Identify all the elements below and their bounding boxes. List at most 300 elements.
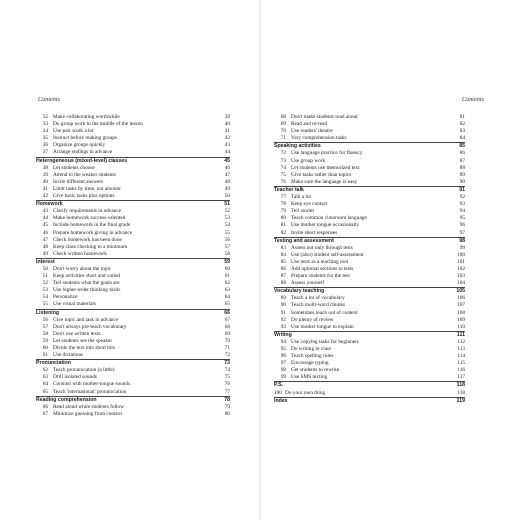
entry-title: Do plenty of review: [291, 316, 334, 323]
entry-number: 43: [42, 208, 48, 215]
page-number: 118: [456, 382, 465, 389]
entry-title: Use higher-order thinking skills: [53, 287, 121, 294]
entry-number: 91: [280, 309, 286, 316]
page-number: 78: [224, 396, 230, 403]
page-number: 74: [224, 367, 230, 374]
page-number: 107: [457, 302, 465, 309]
entry-number: 53: [42, 287, 48, 294]
entry-title: Check written homework: [53, 250, 107, 257]
toc-entry: [36, 149, 230, 156]
page-number: 81: [459, 114, 465, 120]
entry-title: Teach common classroom language: [291, 215, 367, 222]
page-number: 114: [457, 353, 465, 360]
entry-title: Drill isolated sounds: [53, 374, 97, 381]
entry-title: Sometimes teach out of context: [291, 309, 358, 316]
page-number: 117: [457, 374, 465, 381]
entry-number: 49: [42, 250, 48, 257]
page-number: 67: [224, 316, 230, 323]
entry-title: Make collaborating worthwhile: [53, 114, 120, 120]
toc-entry: [274, 128, 465, 135]
page-number: 95: [459, 215, 465, 222]
toc-list: [274, 114, 465, 405]
toc-entry: [274, 179, 465, 186]
entry-number: 57: [42, 323, 48, 330]
entry-title: Prepare students for the test: [291, 273, 350, 280]
entry-title: Teach multi-word chunks: [291, 302, 346, 309]
page-number: 88: [459, 164, 465, 171]
page-number: 108: [457, 309, 465, 316]
toc-entry: [36, 287, 230, 294]
entry-title: Do your own thing: [285, 389, 326, 396]
section-title: Writing: [274, 331, 292, 338]
toc-section-heading: [274, 142, 465, 150]
toc-section-heading: [274, 381, 465, 389]
page-number: 48: [224, 178, 230, 185]
entry-title: Make homework success-oriented: [53, 215, 126, 222]
toc-entry: [36, 215, 230, 222]
page-number: 64: [224, 294, 230, 301]
entry-title: Invite different answers: [53, 178, 104, 185]
entry-title: Let students see the speaker: [53, 337, 113, 344]
entry-number: 95: [280, 346, 286, 352]
page-number: 59: [224, 258, 230, 265]
entry-title: Add optional sections to tests: [291, 265, 354, 272]
entry-number: 92: [280, 316, 286, 323]
entry-title: Read and re-read: [291, 121, 328, 128]
toc-entry: [274, 259, 465, 266]
page-number: 73: [224, 360, 230, 367]
toc-entry: [36, 121, 230, 128]
entry-title: Use dictations: [53, 352, 84, 359]
entry-title: Don't use written texts: [53, 330, 101, 337]
running-head: Contents: [461, 96, 484, 103]
entry-number: 55: [42, 301, 48, 308]
entry-number: 45: [42, 222, 48, 229]
entry-number: 32: [42, 114, 48, 120]
page-number: 93: [459, 201, 465, 208]
entry-title: Use SMS texting: [291, 374, 328, 381]
entry-number: 72: [280, 150, 286, 157]
toc-entry: [274, 310, 465, 317]
entry-title: Get students to rewrite: [291, 367, 340, 374]
page-number: 89: [459, 171, 465, 178]
entry-title: Minimize guessing from context: [53, 410, 122, 417]
entry-title: Attend to the weaker students: [53, 171, 116, 178]
entry-number: 76: [280, 178, 286, 185]
toc-entry: [274, 135, 465, 142]
entry-title: Tell stories: [291, 208, 315, 215]
entry-title: Vary comprehension tasks: [291, 135, 347, 142]
toc-entry: [36, 237, 230, 244]
page-number: 84: [459, 135, 465, 142]
page-number: 79: [224, 403, 230, 410]
page-number: 53: [224, 215, 230, 222]
page-number: 105: [456, 288, 465, 295]
toc-section-heading: [36, 309, 230, 317]
entry-title: Use tests as a teaching tool: [291, 258, 349, 265]
entry-title: Use visual materials: [53, 301, 96, 308]
toc-entry: [36, 179, 230, 186]
entry-number: 36: [42, 142, 48, 149]
page-number: 68: [224, 323, 230, 330]
page-number: 112: [457, 338, 465, 345]
toc-section-heading: [36, 157, 230, 165]
page-number: 55: [224, 229, 230, 236]
entry-number: 80: [280, 215, 286, 222]
toc-entry: [36, 251, 230, 258]
entry-number: 96: [280, 353, 286, 360]
entry-number: 82: [280, 229, 286, 236]
entry-title: Use copying tasks for beginners: [291, 338, 359, 345]
toc-entry: [36, 230, 230, 237]
entry-number: 35: [42, 135, 48, 142]
toc-entry: [274, 208, 465, 215]
section-title: Homework: [36, 201, 63, 208]
entry-title: Limit tasks by time, not amount: [53, 185, 121, 192]
entry-number: 63: [42, 374, 48, 381]
toc-entry: [274, 374, 465, 381]
toc-section-heading: [36, 359, 230, 367]
toc-entry: [36, 165, 230, 172]
toc-entry: [36, 186, 230, 193]
entry-title: Use mother tongue occasionally: [291, 222, 360, 229]
page-number: 52: [224, 208, 230, 215]
page-number: 100: [457, 251, 465, 258]
entry-title: Teach spelling rules: [291, 353, 334, 360]
entry-number: 66: [42, 403, 48, 410]
toc-entry: [36, 280, 230, 287]
toc-entry: [36, 301, 230, 308]
page-number: 51: [224, 201, 230, 208]
page-number: 87: [459, 157, 465, 164]
entry-number: 88: [280, 280, 286, 287]
toc-entry: [274, 252, 465, 259]
section-title: Testing and assessment: [274, 237, 334, 244]
toc-section-heading: [36, 200, 230, 208]
page-number: 82: [459, 121, 465, 128]
entry-title: Check homework has been done: [53, 236, 122, 243]
section-title: Vocabulary teaching: [274, 288, 325, 295]
page-number: 94: [459, 208, 465, 215]
page-number: 106: [457, 295, 465, 302]
entry-number: 90: [280, 302, 286, 309]
section-title: Interest: [36, 258, 55, 265]
entry-number: 74: [280, 164, 286, 171]
entry-title: Talk a lot: [291, 194, 311, 201]
toc-section-heading: [274, 237, 465, 245]
toc-entry: [36, 411, 230, 418]
page-number: 92: [459, 194, 465, 201]
toc-entry: [36, 367, 230, 374]
toc-list: [36, 114, 230, 418]
page-number: 60: [224, 265, 230, 272]
entry-title: Contrast with mother-tongue sounds: [53, 381, 131, 388]
entry-number: 75: [280, 171, 286, 178]
page-number: 116: [457, 367, 465, 374]
entry-number: 38: [42, 164, 48, 171]
entry-title: Don't make students read aloud: [291, 114, 358, 120]
toc-section-heading: [36, 258, 230, 266]
toc-entry: [274, 215, 465, 222]
entry-title: Assess not only through tests: [291, 244, 353, 251]
entry-number: 85: [280, 258, 286, 265]
page-number: 63: [224, 287, 230, 294]
entry-title: Give basic tasks plus options: [53, 193, 115, 200]
entry-number: 97: [280, 360, 286, 367]
toc-entry: [36, 324, 230, 331]
entry-number: 58: [42, 330, 48, 337]
page-number: 66: [224, 309, 230, 316]
page-number: 103: [457, 273, 465, 280]
toc-entry: [274, 346, 465, 353]
toc-section-heading: [36, 396, 230, 404]
toc-entry: [274, 302, 465, 309]
page-number: 96: [459, 222, 465, 229]
page-number: 90: [459, 178, 465, 185]
page-number: 70: [224, 337, 230, 344]
page-number: 104: [457, 280, 465, 287]
entry-number: 69: [280, 121, 286, 128]
section-title: Speaking activities: [274, 143, 321, 150]
page-number: 57: [224, 243, 230, 250]
toc-entry: [36, 266, 230, 273]
right-page: [261, 0, 520, 520]
entry-number: 54: [42, 294, 48, 301]
section-title: Heterogeneous (mixed-level) classes: [36, 157, 128, 164]
section-title: Listening: [36, 309, 60, 316]
toc-entry: [36, 294, 230, 301]
entry-title: Instruct before making groups: [53, 135, 117, 142]
toc-entry: [274, 165, 465, 172]
page-number: 39: [224, 114, 230, 120]
page-number: 119: [456, 397, 465, 404]
entry-number: 47: [42, 236, 48, 243]
entry-number: 83: [280, 244, 286, 251]
entry-number: 60: [42, 345, 48, 351]
entry-title: Clarify requirements in advance: [53, 208, 122, 215]
entry-number: 67: [42, 410, 48, 417]
entry-number: 62: [42, 367, 48, 374]
entry-number: 100: [274, 389, 282, 396]
toc-entry: [274, 114, 465, 121]
page-number: 62: [224, 280, 230, 287]
entry-number: 98: [280, 367, 286, 374]
page-number: 42: [224, 135, 230, 142]
toc-entry: [274, 201, 465, 208]
toc-entry: [274, 324, 465, 331]
entry-number: 59: [42, 337, 48, 344]
toc-entry: [36, 338, 230, 345]
running-head: Contents: [38, 96, 61, 103]
toc-entry: [274, 150, 465, 157]
toc-entry: [274, 317, 465, 324]
entry-number: 68: [280, 114, 286, 120]
entry-title: Use group work: [291, 157, 326, 164]
toc-entry: [36, 128, 230, 135]
entry-number: 50: [42, 265, 48, 272]
entry-number: 34: [42, 128, 48, 135]
page-number: 44: [224, 149, 230, 156]
page-number: 50: [224, 193, 230, 200]
entry-title: Assess yourself: [291, 280, 325, 287]
entry-title: Let students choose: [53, 164, 95, 171]
entry-title: Encourage typing: [291, 360, 329, 367]
entry-number: 93: [280, 323, 286, 330]
entry-number: 71: [280, 135, 286, 142]
toc-entry: [274, 121, 465, 128]
page-number: 41: [224, 128, 230, 135]
page-number: 99: [459, 244, 465, 251]
entry-title: Divide the text into short bits: [53, 345, 115, 351]
toc-entry: [36, 404, 230, 411]
page-number: 76: [224, 381, 230, 388]
toc-entry: [36, 222, 230, 229]
entry-number: 94: [280, 338, 286, 345]
entry-number: 78: [280, 201, 286, 208]
toc-entry: [36, 193, 230, 200]
page-number: 101: [457, 258, 465, 265]
entry-number: 61: [42, 352, 48, 359]
toc-entry: [36, 172, 230, 179]
section-title: Reading comprehension: [36, 396, 97, 403]
toc-entry: [36, 273, 230, 280]
page-number: 109: [457, 316, 465, 323]
entry-title: Make sure the language is easy: [291, 178, 358, 185]
page-number: 40: [224, 121, 230, 128]
entry-number: 51: [42, 273, 48, 280]
entry-number: 86: [280, 265, 286, 272]
toc-entry: [274, 158, 465, 165]
entry-number: 70: [280, 128, 286, 135]
toc-entry: [36, 381, 230, 388]
entry-number: 39: [42, 171, 48, 178]
page-number: 98: [459, 237, 465, 244]
page-number: 91: [459, 186, 465, 193]
entry-title: Personalize: [53, 294, 78, 301]
page-number: 118: [457, 389, 465, 396]
toc-entry: [274, 245, 465, 252]
page-number: 83: [459, 128, 465, 135]
toc-entry: [274, 339, 465, 346]
entry-title: Keep activities short and varied: [53, 273, 121, 280]
page-number: 85: [459, 143, 465, 150]
toc-entry: [274, 273, 465, 280]
entry-title: Organize groups quickly: [53, 142, 106, 149]
page-number: 45: [224, 157, 230, 164]
entry-number: 87: [280, 273, 286, 280]
page-number: 80: [224, 410, 230, 417]
entry-title: Prepare homework giving in advance: [53, 229, 133, 236]
entry-number: 84: [280, 251, 286, 258]
page-number: 113: [457, 346, 465, 352]
toc-entry: [36, 208, 230, 215]
section-title: Index: [274, 397, 288, 404]
entry-number: 44: [42, 215, 48, 222]
page-number: 61: [224, 273, 230, 280]
page-number: 72: [224, 352, 230, 359]
page-number: 102: [457, 265, 465, 272]
toc-entry: [274, 172, 465, 179]
toc-entry: [36, 374, 230, 381]
toc-entry: [36, 114, 230, 121]
toc-entry: [274, 222, 465, 229]
section-title: Pronunciation: [36, 360, 71, 367]
entry-number: 99: [280, 374, 286, 381]
entry-title: Include homework in the final grade: [53, 222, 131, 229]
page-number: 47: [224, 171, 230, 178]
entry-title: Use language practice for fluency: [291, 150, 363, 157]
left-page: [0, 0, 259, 520]
toc-entry: [274, 266, 465, 273]
page-number: 56: [224, 236, 230, 243]
entry-title: Don't always pre-teach vocabulary: [53, 323, 127, 330]
entry-number: 33: [42, 121, 48, 128]
toc-entry: [274, 360, 465, 367]
entry-title: Teach a lot of vocabulary: [291, 295, 345, 302]
entry-number: 73: [280, 157, 286, 164]
entry-number: 46: [42, 229, 48, 236]
entry-title: Let students use memorized text: [291, 164, 360, 171]
section-title: Teacher talk: [274, 186, 304, 193]
toc-entry: [274, 230, 465, 237]
entry-title: Use (also) student self-assessment: [291, 251, 364, 258]
toc-entry: [36, 244, 230, 251]
entry-title: Keep eye contact: [291, 201, 328, 208]
entry-number: 81: [280, 222, 286, 229]
toc-entry: [274, 353, 465, 360]
entry-number: 52: [42, 280, 48, 287]
entry-title: Don't worry about the topic: [53, 265, 112, 272]
toc-entry: [274, 280, 465, 287]
entry-number: 77: [280, 194, 286, 201]
toc-entry: [274, 295, 465, 302]
page-number: 49: [224, 185, 230, 192]
entry-title: Keep class checking to a minimum: [53, 243, 128, 250]
toc-entry: [36, 142, 230, 149]
toc-entry: [274, 194, 465, 201]
toc-entry: [36, 389, 230, 396]
entry-number: 42: [42, 193, 48, 200]
entry-number: 79: [280, 208, 286, 215]
entry-title: Invite short responses: [291, 229, 338, 236]
entry-title: Give tasks rather than topics: [291, 171, 352, 178]
toc-section-heading: [274, 397, 465, 405]
page-number: 75: [224, 374, 230, 381]
page-number: 71: [224, 345, 230, 351]
page-number: 110: [457, 323, 465, 330]
entry-number: 56: [42, 316, 48, 323]
entry-title: Do group work in the middle of the lesson: [53, 121, 143, 128]
entry-title: Use pair work a lot: [53, 128, 94, 135]
page-number: 111: [456, 331, 465, 338]
entry-number: 89: [280, 295, 286, 302]
page-number: 43: [224, 142, 230, 149]
entry-number: 37: [42, 149, 48, 156]
page-number: 46: [224, 164, 230, 171]
entry-number: 48: [42, 243, 48, 250]
page-number: 58: [224, 250, 230, 257]
entry-title: Teach pronunciation (a little): [53, 367, 115, 374]
entry-title: Arrange endings in advance: [53, 149, 113, 156]
page-number: 86: [459, 150, 465, 157]
entry-title: Use readers' theatre: [291, 128, 333, 135]
page-number: 97: [459, 229, 465, 236]
page-number: 54: [224, 222, 230, 229]
entry-number: 65: [42, 388, 48, 395]
entry-title: Do writing in class: [291, 346, 332, 352]
entry-number: 40: [42, 178, 48, 185]
entry-title: Use mother tongue to explain: [291, 323, 354, 330]
